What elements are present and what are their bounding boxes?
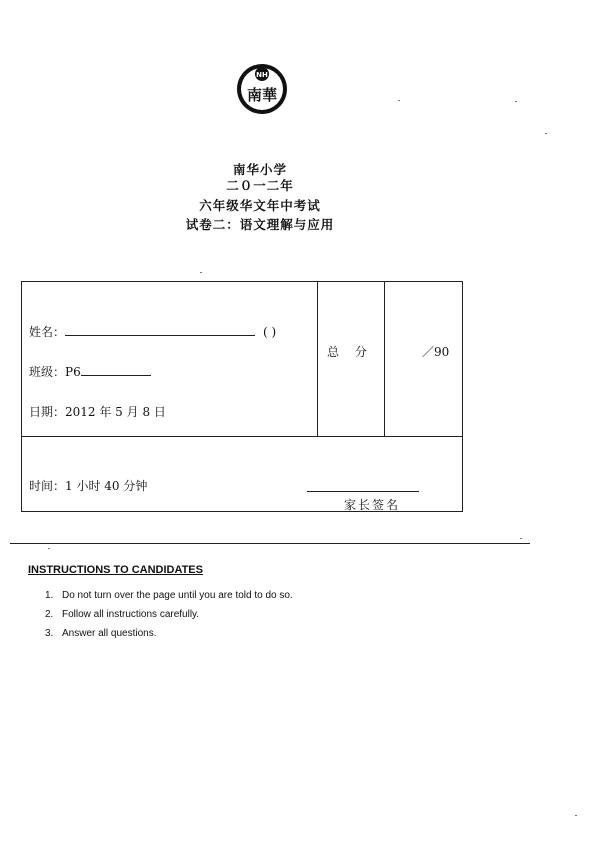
class-label: 班级：: [29, 365, 66, 379]
parent-signature-label: 家长签名: [344, 498, 401, 512]
name-field: [29, 323, 276, 340]
scan-speck: [515, 101, 517, 102]
instructions-list: [45, 590, 293, 647]
total-score-value: ／90: [422, 345, 450, 359]
instructions-title: INSTRUCTIONS TO CANDIDATES: [28, 564, 203, 576]
logo-text: 南華: [246, 86, 278, 104]
index-number-parentheses: ( ): [263, 325, 277, 339]
instruction-text: Follow all instructions carefully.: [62, 609, 200, 620]
exam-title: 六年级华文年中考试: [199, 198, 321, 213]
date-label: 日期：: [29, 405, 66, 419]
class-value: P6: [65, 365, 81, 379]
instruction-text: Answer all questions.: [62, 628, 157, 639]
divider-vertical: [317, 282, 318, 436]
scan-speck: [545, 133, 547, 134]
scan-speck: [398, 100, 400, 101]
total-score-label: 总 分: [327, 345, 373, 359]
scan-speck: [520, 538, 522, 539]
instruction-number: 2.: [45, 609, 54, 620]
page-divider: [10, 543, 530, 544]
instruction-item: [45, 590, 293, 609]
class-blank[interactable]: [81, 365, 151, 376]
time-value: 1 小时 40 分钟: [65, 479, 148, 493]
date-field: [29, 403, 166, 420]
time-label: 时间：: [29, 479, 66, 493]
name-blank[interactable]: [65, 325, 255, 336]
instruction-number: 1.: [45, 590, 54, 601]
instruction-text: Do not turn over the page until you are told to do so.: [62, 590, 293, 601]
class-field: [29, 363, 151, 380]
student-info-box: [21, 281, 463, 512]
time-field: [29, 477, 147, 494]
school-logo: [226, 62, 298, 116]
name-label: 姓名：: [29, 325, 66, 339]
signature-line[interactable]: [307, 491, 419, 492]
date-value: 2012 年 5 月 8 日: [65, 405, 166, 419]
school-name: 南华小学: [232, 162, 287, 177]
instruction-number: 3.: [45, 628, 54, 639]
divider-horizontal: [22, 436, 462, 437]
instruction-item: [45, 609, 293, 628]
scan-speck: [575, 815, 577, 816]
paper-title: 试卷二：语文理解与应用: [185, 217, 335, 232]
instruction-item: [45, 628, 293, 647]
scan-speck: [48, 548, 50, 549]
exam-year: 二０一二年: [226, 178, 294, 193]
logo-monogram: NH: [256, 71, 268, 79]
divider-vertical: [384, 282, 385, 436]
scan-speck: [200, 272, 202, 273]
